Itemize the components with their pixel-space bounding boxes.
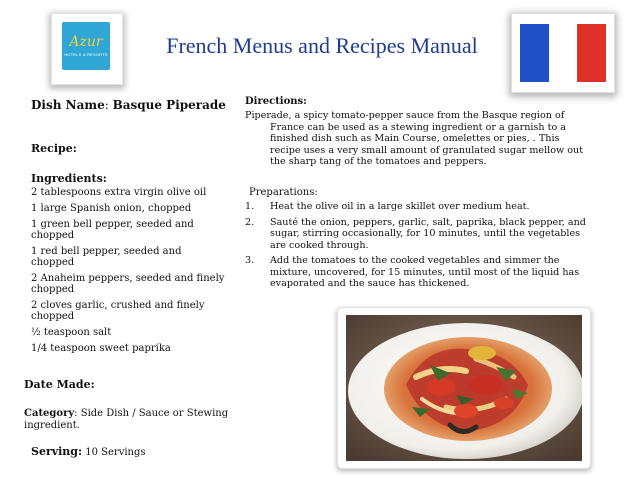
dish-name-label: Dish Name: [31, 98, 105, 112]
photo-frame: [338, 308, 590, 468]
ingredient-item: 1 large Spanish onion, chopped: [31, 203, 192, 214]
ingredient-list: [31, 187, 227, 359]
category: [24, 408, 234, 432]
dish-illustration: [346, 315, 582, 461]
ingredients-label: Ingredients:: [31, 172, 107, 185]
category-value: Side Dish / Sauce or Stewing ingredient.: [24, 408, 229, 431]
ingredient-item: 1 red bell pepper, seeded and chopped: [31, 246, 182, 268]
logo-frame: [52, 14, 122, 84]
serving-value: 10 Servings: [85, 447, 146, 458]
preparation-step: [245, 201, 590, 213]
logo-subtext: HOTELS & RESORTS: [64, 52, 108, 57]
step-number: 2.: [245, 216, 255, 228]
flag-red-stripe: [577, 24, 606, 82]
ingredient-item: ½ teaspoon salt: [31, 327, 112, 338]
page-title: French Menus and Recipes Manual: [166, 33, 478, 58]
serving: [31, 445, 146, 458]
dish-name: [31, 98, 226, 112]
france-flag-icon: [520, 24, 606, 82]
ingredient-item: 1/4 teaspoon sweet paprika: [31, 343, 171, 354]
step-text: Sauté the onion, peppers, garlic, salt, paprika, black pepper, and sugar, stirring occasionally, for 10 minutes, until the vegetables are cooked through.: [270, 216, 586, 251]
dish-name-colon: :: [104, 98, 113, 112]
directions-label: Directions:: [245, 96, 307, 107]
step-text: Heat the olive oil in a large skillet over medium heat.: [270, 201, 530, 212]
ingredient-item: 2 cloves garlic, crushed and finely chopped: [31, 300, 205, 322]
preparation-steps: [245, 201, 590, 294]
serving-label: Serving:: [31, 445, 83, 458]
step-number: 3.: [245, 255, 255, 266]
ingredient-item: 2 Anaheim peppers, seeded and finely chopped: [31, 273, 225, 295]
logo-text: Azur: [69, 34, 103, 50]
flag-white-stripe: [549, 24, 578, 82]
preparation-step: [245, 255, 590, 290]
ingredient-item: 1 green bell pepper, seeded and chopped: [31, 219, 194, 241]
flag-frame: [512, 14, 614, 92]
date-made-label: Date Made:: [24, 378, 95, 391]
category-colon: :: [74, 408, 81, 419]
recipe-label: Recipe:: [31, 142, 77, 155]
flag-blue-stripe: [520, 24, 549, 82]
preparation-step: [245, 217, 590, 252]
piperade-dish-photo: [346, 315, 582, 461]
ingredient-item: 2 tablespoons extra virgin olive oil: [31, 187, 207, 198]
preparations-label: Preparations:: [249, 187, 318, 198]
dish-name-value: Basque Piperade: [112, 98, 226, 112]
step-text: Add the tomatoes to the cooked vegetables and simmer the mixture, uncovered, for 15 minutes, until most of the liquid has evaporated and the sauce has thickened.: [270, 255, 580, 289]
directions-text: Piperade, a spicy tomato-pepper sauce from the Basque region of France can be used as a stewing ingredient or a garnish to a finished dish such as Main Course, omelettes or pies, . This recipe uses a very small amount of granulated sugar mellow out the sharp tang of the tomatoes and peppers.: [245, 110, 584, 167]
azur-logo-icon: [62, 22, 110, 70]
category-label: Category: [24, 408, 75, 419]
step-number: 1.: [245, 201, 255, 212]
